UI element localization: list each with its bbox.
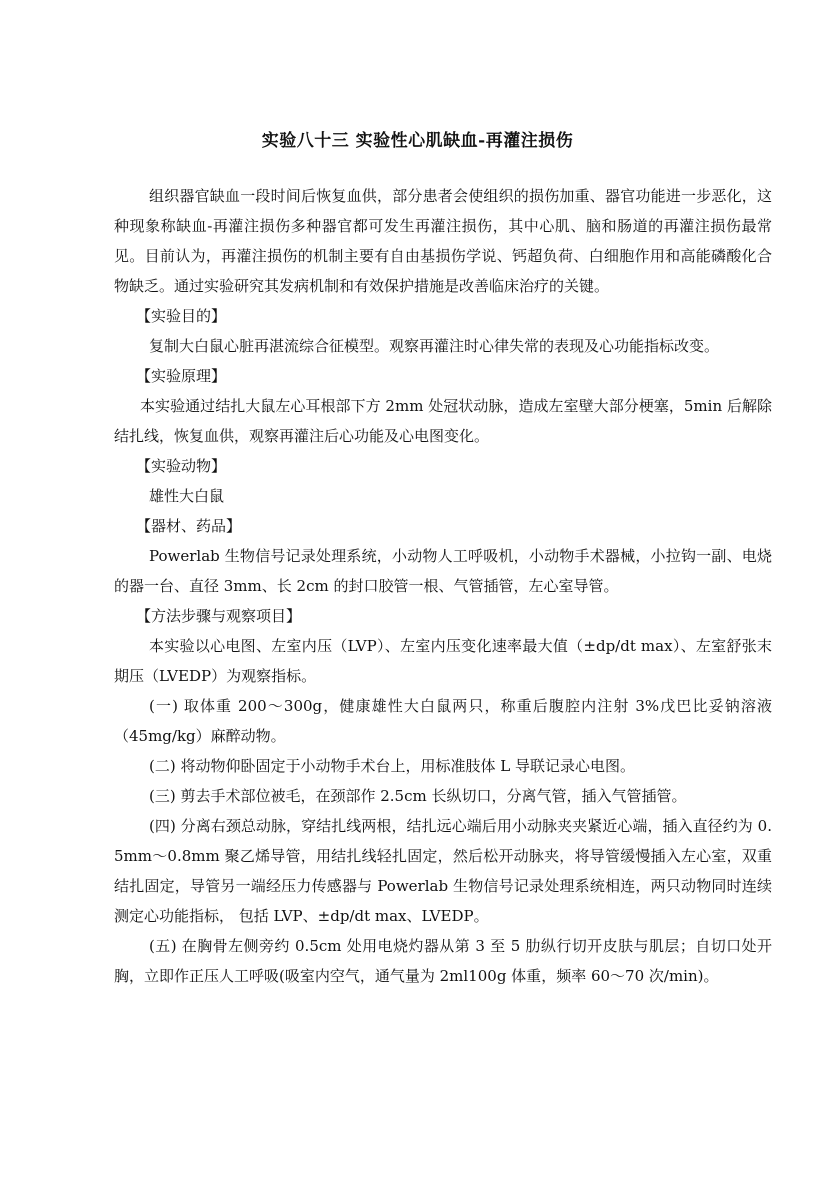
purpose-heading: 【实验目的】 bbox=[136, 307, 227, 325]
step-2: (二) 将动物仰卧固定于小动物手术台上，用标准肢体 L 导联记录心电图。 bbox=[149, 757, 635, 775]
step-5: (五) 在胸骨左侧旁约 0.5cm 处用电烧灼器从第 3 至 5 肋纵行切开皮肤与肌层；自切口处开胸，立即作正压人工呼吸(吸室内空气，通气量为 2ml100g 体重，频率 60～70 次/min)。 bbox=[114, 937, 772, 985]
method-intro: 本实验以心电图、左室内压（LVP）、左室内压变化速率最大值（±dp/dt max）、左室舒张末期压（LVEDP）为观察指标。 bbox=[114, 637, 772, 685]
document-body bbox=[114, 181, 772, 991]
method-heading: 【方法步骤与观察项目】 bbox=[136, 607, 302, 625]
equipment-text: Powerlab 生物信号记录处理系统，小动物人工呼吸机，小动物手术器械，小拉钩一副、电烧的器一台、直径 3mm、长 2cm 的封口胶管一根、气管插管，左心室导管。 bbox=[114, 547, 772, 595]
step-3: (三) 剪去手术部位被毛，在颈部作 2.5cm 长纵切口，分离气管，插入气管插管。 bbox=[149, 787, 687, 805]
step-1: (一) 取体重 200～300g，健康雄性大白鼠两只，称重后腹腔内注射 3%戊巴比妥钠溶液（45mg/kg）麻醉动物。 bbox=[114, 697, 772, 745]
document-title: 实验八十三 实验性心肌缺血-再灌注损伤 bbox=[261, 131, 574, 151]
purpose-text: 复制大白鼠心脏再湛流综合征模型。观察再灌注时心律失常的表现及心功能指标改变。 bbox=[149, 337, 720, 355]
intro-paragraph: 组织器官缺血一段时间后恢复血供，部分患者会使组织的损伤加重、器官功能进一步恶化，这种现象称缺血-再灌注损伤多种器官都可发生再灌注损伤，其中心肌、脑和肠道的再灌注损伤最常见。目前认为，再灌注损伤的机制主要有自由基损伤学说、钙超负荷、白细胞作用和高能磷酸化合物缺乏。通过实验研究其发病机制和有效保护措施是改善临床治疗的关键。 bbox=[114, 187, 772, 295]
step-4: (四) 分离右颈总动脉，穿结扎线两根，结扎远心端后用小动脉夹夹紧近心端，插入直径约为 0. 5mm～0.8mm 聚乙烯导管，用结扎线轻扎固定，然后松开动脉夹，将导管缓慢插入左心室，双重结扎固定，导管另一端经压力传感器与 Powerlab 生物信号记录处理系统相连，两只动物同时连续测定心功能指标， 包括 LVP、±dp/dt max、LVEDP。 bbox=[114, 817, 772, 925]
principle-text: 本实验通过结扎大鼠左心耳根部下方 2mm 处冠状动脉，造成左室壁大部分梗塞，5min 后解除结扎线，恢复血供，观察再灌注后心功能及心电图变化。 bbox=[114, 397, 772, 445]
equipment-heading: 【器材、药品】 bbox=[136, 517, 242, 535]
animal-heading: 【实验动物】 bbox=[136, 457, 227, 475]
animal-text: 雄性大白鼠 bbox=[149, 487, 225, 505]
principle-heading: 【实验原理】 bbox=[136, 367, 227, 385]
